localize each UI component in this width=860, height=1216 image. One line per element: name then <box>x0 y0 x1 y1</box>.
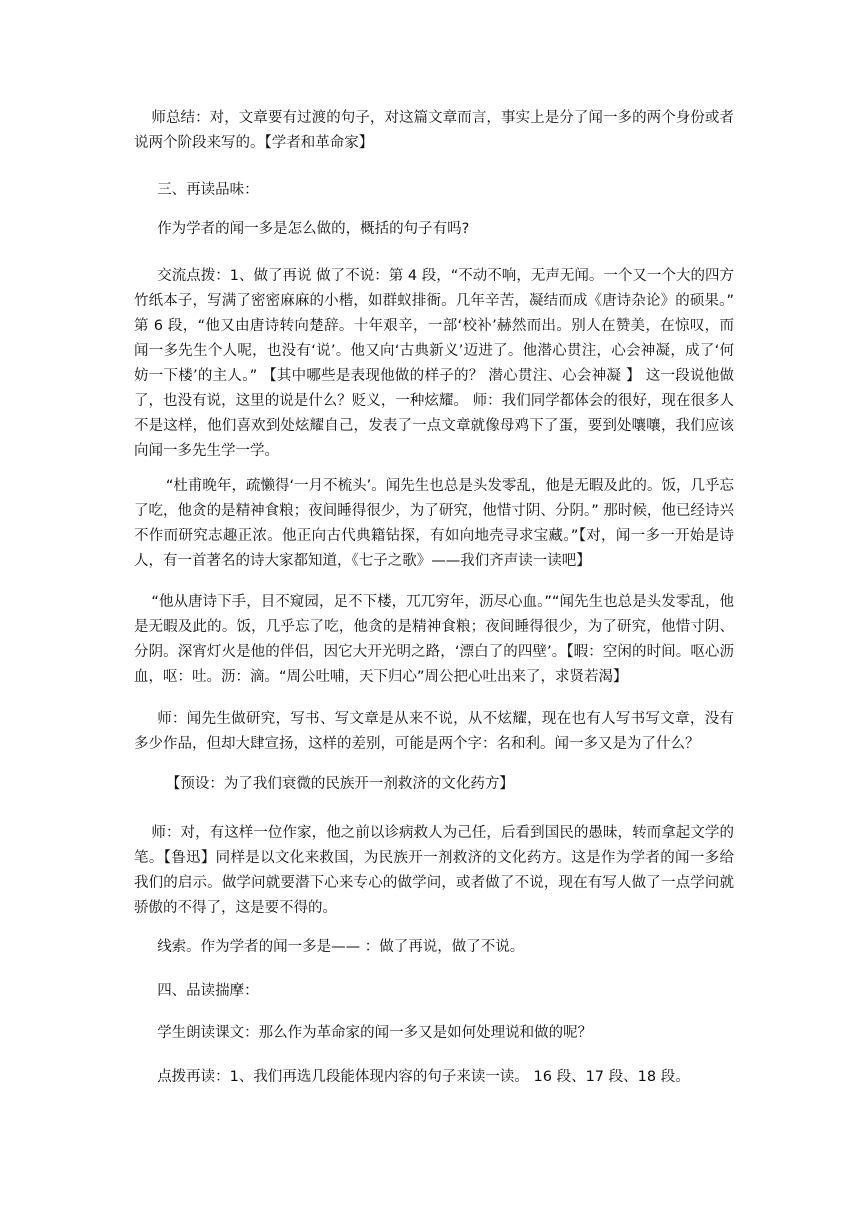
paragraph-student-reading: 学生朗读课文：那么作为革命家的闻一多又是如何处理说和做的呢？ <box>157 1025 593 1041</box>
paragraph-teacher-fame: 师：闻先生做研究，写书、写文章是从来不说，从不炫耀，现在也有人写书写文章，没有多少作品，但却大肆宣扬，这样的差别，可能是两个字：名和利。闻一多又是为了什么？ <box>134 711 734 752</box>
paragraph-preset-answer: 【预设：为了我们衰微的民族开一剂救济的文化药方】 <box>165 776 514 792</box>
paragraph-dufu-quote: “杜甫晚年，疏懒得‘一月不梳头’。闻先生也总是头发零乱，他是无暇及此的。饭，几乎忘了吃，他贪的是精神食粮；夜间睡得很少，为了研究，他惜寸阴、分阴。” 那时候，他已经诗兴不作而研究志趣正浓。他正向古代典籍钻探，有如向地壳寻求宝藏。”【对，闻一多一开始是诗人，有一首著名的诗大家都知道，《七子之歌》——我们齐声读一读吧】 <box>134 478 734 569</box>
paragraph-question-scholar: 作为学者的闻一多是怎么做的，概括的句子有吗? <box>157 221 470 237</box>
paragraph-reread-guide: 点拨再读：1、我们再选几段能体现内容的句子来读一读。 16 段、17 段、18 段。 <box>157 1069 690 1085</box>
paragraph-teacher-summary: 师总结：对，文章要有过渡的句子，对这篇文章而言，事实上是分了闻一多的两个身份或者说两个阶段来写的。【学者和革命家】 <box>134 110 734 151</box>
section-heading-reread: 三、再读品味： <box>157 182 259 198</box>
paragraph-discussion: 交流点拨：1、做了再说 做了不说：第 4 段，“不动不响，无声无闻。一个又一个大的四方竹纸本子，写满了密密麻麻的小楷，如群蚁排衙。几年辛苦，凝结而成《唐诗杂论》的硕果。” 第 6 段，“他又由唐诗转向楚辞。十年艰辛，一部‘校补’赫然而出。别人在赞美，在惊叹，而闻一多先生个人呢，也没有‘说’。他又向‘古典新义’迈进了。他潜心贯注，心会神凝，成了‘何妨一下楼’的主人。” 【其中哪些是表现他做的样子的？ 潜心贯注、心会神凝 】 这一段说他做了，也没有说，这里的说是什么？贬义，一种炫耀。 师：我们同学都体会的很好，现在很多人不是这样，他们喜欢到处炫耀自己，发表了一点文章就像母鸡下了蛋，要到处嚷嚷，我们应该向闻一多先生学一学。 <box>134 268 734 459</box>
paragraph-luxun: 师：对，有这样一位作家，他之前以诊病救人为己任，后看到国民的愚昧，转而拿起文学的笔。【鲁迅】同样是以文化来救国，为民族开一剂救济的文化药方。这是作为学者的闻一多给我们的启示。做学问就要潜下心来专心的做学问，或者做了不说，现在有写人做了一点学问就骄傲的不得了，这是要不得的。 <box>134 825 734 916</box>
section-heading-savor: 四、品读揣摩： <box>157 983 259 999</box>
paragraph-clue: 线索。作为学者的闻一多是—— ：做了再说，做了不说。 <box>157 939 525 955</box>
paragraph-tang-poetry-quote: “他从唐诗下手，目不窥园，足不下楼，兀兀穷年，沥尽心血。”“闻先生也总是头发零乱，他是无暇及此的。饭，几乎忘了吃，他贪的是精神食粮；夜间睡得很少，为了研究，他惜寸阴、分阴。深宵灯火是他的伴侣，因它大开光明之路，‘漂白了的四壁’。【暇：空闲的时间。呕心沥血，呕：吐。沥：滴。“周公吐哺，天下归心”周公把心吐出来了，求贤若渴】 <box>134 594 734 685</box>
